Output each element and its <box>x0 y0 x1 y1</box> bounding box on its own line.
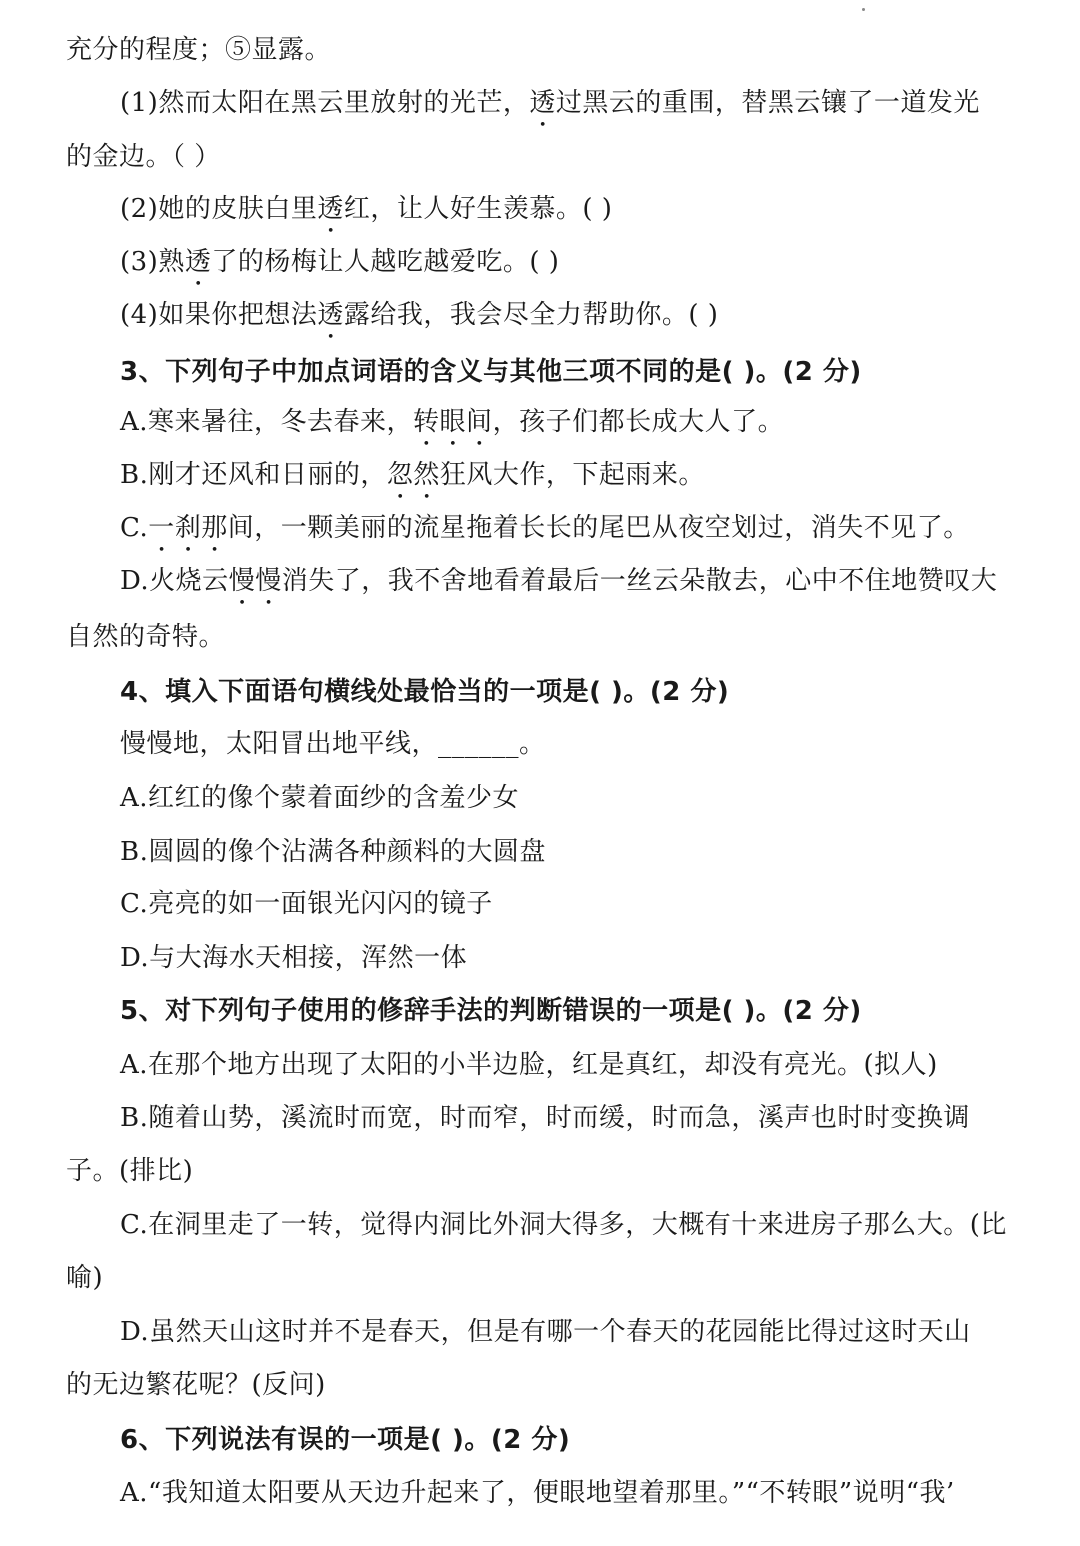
option-line: C.亮亮的如一面银光闪闪的镜子 <box>120 889 493 919</box>
dotted-word: 透 <box>317 194 344 224</box>
option-line: D.虽然天山这时并不是春天，但是有哪一个春天的花园能比得过这时天山 <box>120 1317 971 1347</box>
text-line: (2)她的皮肤白里透红，让人好生羡慕。( ) <box>120 194 613 224</box>
scan-speck <box>862 8 865 11</box>
text-line: (3)熟透了的杨梅让人越吃越爱吃。( ) <box>120 247 560 277</box>
option-line: A.红红的像个蒙着面纱的含羞少女 <box>120 783 520 813</box>
text-line: 子。(排比) <box>66 1156 194 1186</box>
option-line: D.与大海水天相接，浑然一体 <box>120 943 468 973</box>
text-line: (4)如果你把想法透露给我，我会尽全力帮助你。( ) <box>120 300 719 330</box>
text-line: 喻) <box>66 1263 104 1293</box>
option-line: A.“我知道太阳要从天边升起来了，便眼地望着那里。”“不转眼”说明“我’ <box>120 1478 955 1508</box>
question-heading: 5、对下列句子使用的修辞手法的判断错误的一项是( )。(2 分) <box>120 996 862 1026</box>
question-heading: 6、下列说法有误的一项是( )。(2 分) <box>120 1425 571 1455</box>
option-line: B.圆圆的像个沾满各种颜料的大圆盘 <box>120 837 546 867</box>
dotted-word: 透 <box>317 300 344 330</box>
option-line: B.刚才还风和日丽的，忽然狂风大作，下起雨来。 <box>120 460 705 490</box>
text-line: 的金边。（ ） <box>66 142 221 172</box>
option-line: D.火烧云慢慢消失了，我不舍地看着最后一丝云朵散去，心中不住地赞叹大 <box>120 566 998 596</box>
question-heading: 3、下列句子中加点词语的含义与其他三项不同的是( )。(2 分) <box>120 357 862 387</box>
option-line: C.一刹那间，一颗美丽的流星拖着长长的尾巴从夜空划过，消失不见了。 <box>120 513 970 543</box>
dotted-word: 透 <box>184 247 212 277</box>
dotted-word: 转眼间 <box>413 407 493 437</box>
dotted-word: 忽然 <box>386 460 440 490</box>
text-line: 的无边繁花呢？(反问) <box>66 1370 326 1400</box>
text-line: 充分的程度；⑤显露。 <box>66 35 332 65</box>
text-line: (1)然而太阳在黑云里放射的光芒，透过黑云的重围，替黑云镶了一道发光 <box>120 88 980 118</box>
option-line: C.在洞里走了一转，觉得内洞比外洞大得多，大概有十来进房子那么大。(比 <box>120 1210 1007 1240</box>
dotted-word: 慢慢 <box>228 566 282 596</box>
text-line: 慢慢地，太阳冒出地平线，______。 <box>120 729 546 759</box>
dotted-word: 一刹那 <box>148 513 228 543</box>
option-line: A.在那个地方出现了太阳的小半边脸，红是真红，却没有亮光。(拟人) <box>120 1050 938 1080</box>
option-line: B.随着山势，溪流时而宽，时而窄，时而缓，时而急，溪声也时时变换调 <box>120 1103 970 1133</box>
dotted-word: 透 <box>529 88 556 118</box>
text-line: 自然的奇特。 <box>66 622 226 652</box>
question-heading: 4、填入下面语句横线处最恰当的一项是( )。(2 分) <box>120 677 730 707</box>
option-line: A.寒来暑往，冬去春来，转眼间，孩子们都长成大人了。 <box>120 407 785 437</box>
